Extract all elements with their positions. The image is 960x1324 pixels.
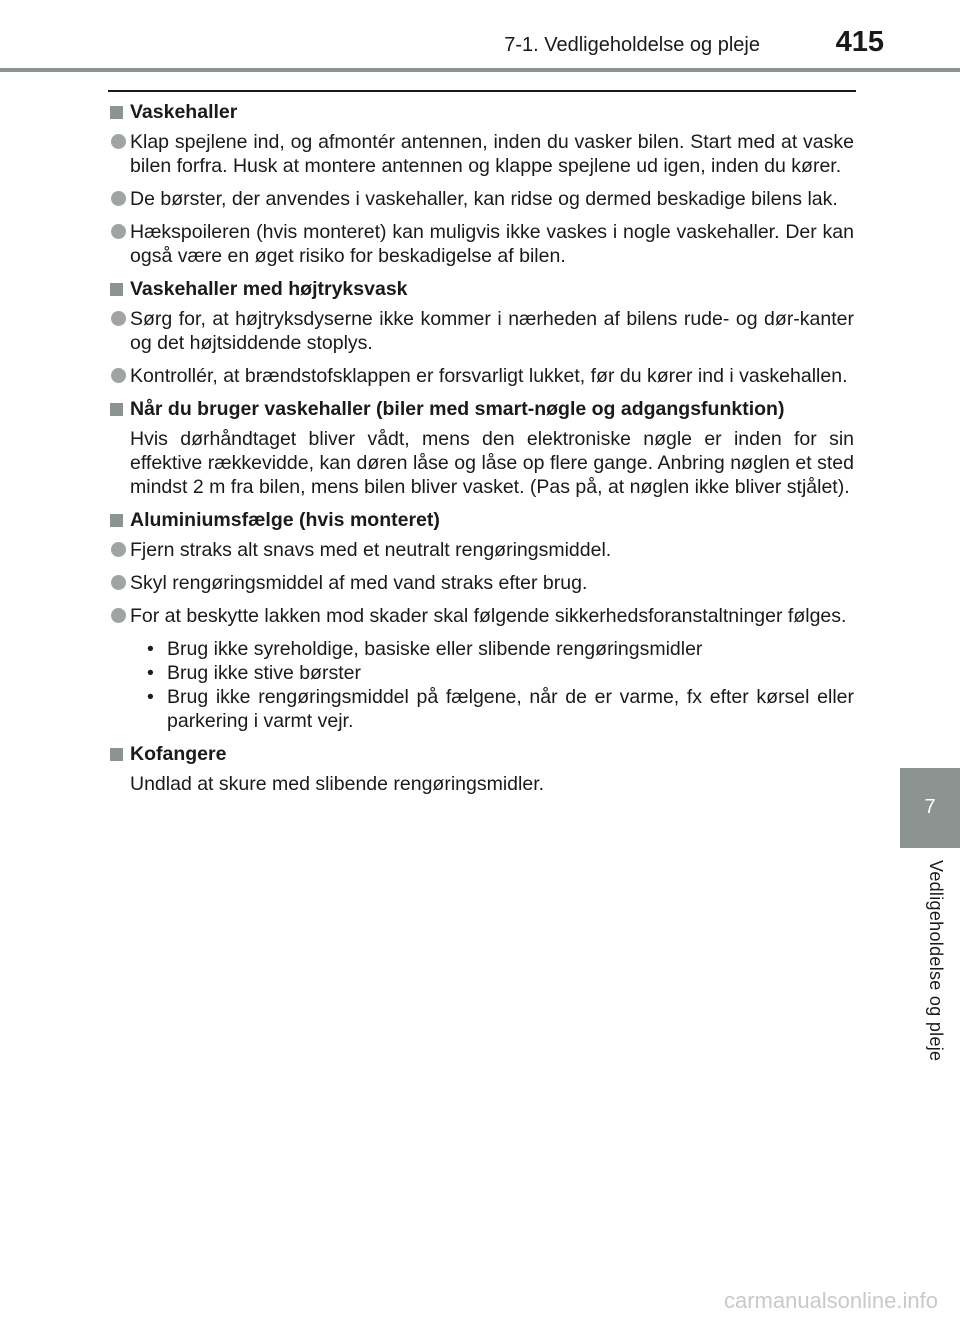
list-item-text: Klap spejlene ind, og afmontér antennen, inden du vasker bilen. Start med at vaske bilen forfra. Husk at montere antennen og klappe spejlene ud igen, inden du kører. — [130, 131, 854, 177]
section-kofangere — [110, 742, 854, 796]
sub-bullet-text: Brug ikke stive børster — [167, 662, 361, 684]
square-bullet-icon — [110, 403, 123, 416]
sub-bullet-list — [110, 637, 854, 733]
dot-bullet-icon: • — [147, 638, 154, 660]
square-bullet-icon — [110, 283, 123, 296]
section-heading-text: Kofangere — [130, 743, 227, 765]
chapter-side-label: Vedligeholdelse og pleje — [926, 860, 946, 1062]
list-item-text: Hækspoileren (hvis monteret) kan muligvis ikke vaskes i nogle vaskehaller. Der kan også være en øget risiko for beskadigelse af bilen. — [130, 221, 854, 267]
list-item-text: De børster, der anvendes i vaskehaller, kan ridse og dermed beskadige bilens lak. — [130, 188, 838, 210]
watermark: carmanualsonline.info — [723, 1288, 938, 1313]
chapter-tab — [900, 768, 960, 848]
section-vaskehaller — [110, 100, 854, 268]
circle-bullet-icon — [111, 542, 126, 557]
list-item — [110, 538, 854, 562]
sub-bullet-text: Brug ikke rengøringsmiddel på fælgene, når de er varme, fx efter kørsel eller parkering i varmt vejr. — [167, 686, 854, 732]
page-number: 415 — [835, 26, 884, 58]
sub-bullet-item — [110, 685, 854, 733]
list-item — [110, 220, 854, 268]
list-item-text: Sørg for, at højtryksdyserne ikke kommer i nærheden af bilens rude- og dør-kanter og det højtsiddende stoplys. — [130, 308, 854, 354]
header-rule — [0, 68, 960, 72]
section-heading-text: Vaskehaller med højtryksvask — [130, 278, 408, 300]
section-heading — [110, 508, 854, 532]
section-heading-text: Vaskehaller — [130, 101, 238, 123]
list-item — [110, 307, 854, 355]
square-bullet-icon — [110, 106, 123, 119]
list-item — [110, 571, 854, 595]
section-heading — [110, 277, 854, 301]
square-bullet-icon — [110, 748, 123, 761]
section-hoejtryksvask — [110, 277, 854, 388]
sub-bullet-item — [110, 637, 854, 661]
dot-bullet-icon: • — [147, 686, 154, 708]
list-item-text: Fjern straks alt snavs med et neutralt rengøringsmiddel. — [130, 539, 612, 561]
dot-bullet-icon: • — [147, 662, 154, 684]
section-aluminiumsfaelge — [110, 508, 854, 733]
section-heading-text: Aluminiumsfælge (hvis monteret) — [130, 509, 440, 531]
circle-bullet-icon — [111, 311, 126, 326]
section-smart-noegle — [110, 397, 854, 499]
circle-bullet-icon — [111, 224, 126, 239]
chapter-tab-number: 7 — [924, 796, 936, 818]
circle-bullet-icon — [111, 608, 126, 623]
circle-bullet-icon — [111, 575, 126, 590]
circle-bullet-icon — [111, 134, 126, 149]
section-heading-text: Når du bruger vaskehaller (biler med smart-nøgle og adgangsfunktion) — [130, 398, 785, 420]
section-paragraph: Hvis dørhåndtaget bliver vådt, mens den elektroniske nøgle er inden for sin effektive rækkevidde, kan døren låse og låse op flere gange. Anbring nøglen et sted mindst 2 m fra bilen, mens bilen bliver vasket. (Pas på, at nøglen ikke bliver stjålet). — [130, 428, 854, 498]
list-item — [110, 187, 854, 211]
section-heading — [110, 742, 854, 766]
section-heading — [110, 397, 854, 421]
page-content — [110, 100, 854, 805]
section-paragraph: Undlad at skure med slibende rengøringsmidler. — [130, 773, 545, 795]
list-item-text: Skyl rengøringsmiddel af med vand straks efter brug. — [130, 572, 588, 594]
list-item — [110, 364, 854, 388]
list-item-text: For at beskytte lakken mod skader skal følgende sikkerhedsforanstaltninger følges. — [130, 605, 847, 627]
list-item — [110, 130, 854, 178]
list-item-text: Kontrollér, at brændstofsklappen er forsvarligt lukket, før du kører ind i vaskehallen. — [130, 365, 848, 387]
circle-bullet-icon — [111, 191, 126, 206]
square-bullet-icon — [110, 514, 123, 527]
section-heading — [110, 100, 854, 124]
sub-bullet-text: Brug ikke syreholdige, basiske eller slibende rengøringsmidler — [167, 638, 703, 660]
list-item — [110, 604, 854, 628]
circle-bullet-icon — [111, 368, 126, 383]
content-top-rule — [108, 90, 856, 92]
header-chapter-title: 7-1. Vedligeholdelse og pleje — [504, 34, 760, 56]
sub-bullet-item — [110, 661, 854, 685]
